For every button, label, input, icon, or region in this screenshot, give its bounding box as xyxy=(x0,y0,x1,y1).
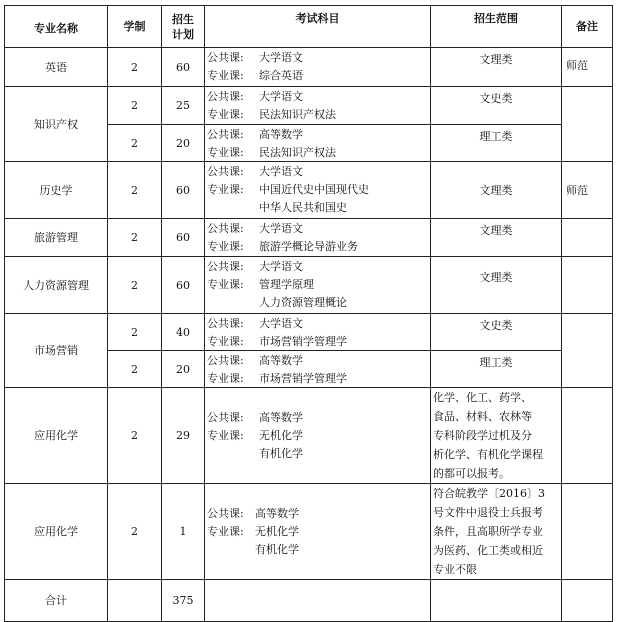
scope-cell: 理工类 xyxy=(431,125,562,162)
exam-cell: 公共课: 高等数学 专业课: 无机化学 有机化学 xyxy=(205,484,431,580)
major-name: 旅游管理 xyxy=(5,219,108,257)
header-row xyxy=(5,6,613,48)
scope-line: 为医药、化工类或相近 xyxy=(433,544,543,557)
note-cell xyxy=(562,257,613,314)
exam-cell: 公共课: 高等数学 专业课: 市场营销学管理学 xyxy=(205,351,431,388)
table-row xyxy=(5,48,613,87)
scope-cell: 文理类 xyxy=(431,48,562,87)
table-row xyxy=(5,87,613,125)
scope-line: 化学、化工、药学、 xyxy=(433,391,532,404)
total-label: 合计 xyxy=(5,580,108,622)
plan-cell: 60 xyxy=(162,257,205,314)
enrollment-table xyxy=(4,5,613,622)
table-row xyxy=(5,314,613,351)
scope-line: 专业不限 xyxy=(433,563,477,576)
major-name: 历史学 xyxy=(5,162,108,219)
scope-cell: 理工类 xyxy=(431,351,562,388)
scope-line: 析化学、有机化学课程 xyxy=(433,448,543,461)
plan-cell: 20 xyxy=(162,125,205,162)
note-cell: 师范 xyxy=(562,48,613,87)
exam-cell: 公共课: 大学语文 专业课: 旅游学概论导游业务 xyxy=(205,219,431,257)
major-name: 应用化学 xyxy=(5,388,108,484)
scope-line: 号文件中退役士兵报考 xyxy=(433,506,543,519)
duration-cell: 2 xyxy=(108,351,162,388)
table-row xyxy=(5,257,613,314)
major-name: 人力资源管理 xyxy=(5,257,108,314)
plan-cell: 20 xyxy=(162,351,205,388)
scope-line: 条件，且高职所学专业 xyxy=(433,525,543,538)
note-cell xyxy=(562,219,613,257)
plan-cell: 25 xyxy=(162,87,205,125)
duration-cell: 2 xyxy=(108,125,162,162)
duration-cell: 2 xyxy=(108,484,162,580)
scope-cell xyxy=(431,580,562,622)
duration-cell: 2 xyxy=(108,388,162,484)
note-cell xyxy=(562,388,613,484)
duration-cell: 2 xyxy=(108,219,162,257)
duration-cell: 2 xyxy=(108,87,162,125)
exam-cell: 公共课: 大学语文 专业课: 综合英语 xyxy=(205,48,431,87)
plan-cell: 60 xyxy=(162,219,205,257)
table-row xyxy=(5,219,613,257)
header-major: 专业名称 xyxy=(5,6,108,48)
exam-cell: 公共课: 高等数学 专业课: 无机化学 有机化学 xyxy=(205,388,431,484)
note-cell xyxy=(562,484,613,580)
header-duration: 学制 xyxy=(108,6,162,48)
scope-cell: 文理类 xyxy=(431,257,562,314)
duration-cell: 2 xyxy=(108,48,162,87)
scope-cell xyxy=(431,484,562,580)
total-row xyxy=(5,580,613,622)
exam-cell: 公共课: 高等数学 专业课: 民法知识产权法 xyxy=(205,125,431,162)
major-name: 市场营销 xyxy=(5,314,108,388)
duration-cell: 2 xyxy=(108,162,162,219)
major-name: 知识产权 xyxy=(5,87,108,162)
table-row xyxy=(5,484,613,580)
duration-cell: 2 xyxy=(108,314,162,351)
scope-cell: 文史类 xyxy=(431,87,562,125)
scope-line: 的都可以报考。 xyxy=(433,467,510,480)
note-cell xyxy=(562,314,613,388)
note-cell xyxy=(562,580,613,622)
major-name: 应用化学 xyxy=(5,484,108,580)
duration-cell xyxy=(108,580,162,622)
scope-line: 食品、材料、农林等 xyxy=(433,410,532,423)
scope-line: 符合皖教学〔2016〕3 xyxy=(433,487,545,500)
scope-cell: 文史类 xyxy=(431,314,562,351)
plan-cell: 40 xyxy=(162,314,205,351)
exam-cell: 公共课: 大学语文 专业课: 中国近代史中国现代史 中华人民共和国史 xyxy=(205,162,431,219)
table-row xyxy=(5,162,613,219)
exam-cell: 公共课: 大学语文 专业课: 管理学原理 人力资源管理概论 xyxy=(205,257,431,314)
header-exam: 考试科目 xyxy=(205,6,431,48)
table-row xyxy=(5,388,613,484)
scope-cell xyxy=(431,388,562,484)
header-plan: 招生 计划 xyxy=(162,6,205,48)
duration-cell: 2 xyxy=(108,257,162,314)
note-cell xyxy=(562,87,613,162)
exam-cell xyxy=(205,580,431,622)
plan-cell: 60 xyxy=(162,48,205,87)
scope-cell: 文理类 xyxy=(431,219,562,257)
header-scope: 招生范围 xyxy=(431,6,562,48)
exam-cell: 公共课: 大学语文 专业课: 市场营销学管理学 xyxy=(205,314,431,351)
exam-cell: 公共课: 大学语文 专业课: 民法知识产权法 xyxy=(205,87,431,125)
scope-line: 专科阶段学过机及分 xyxy=(433,429,532,442)
total-plan: 375 xyxy=(162,580,205,622)
note-cell: 师范 xyxy=(562,162,613,219)
plan-cell: 1 xyxy=(162,484,205,580)
plan-cell: 29 xyxy=(162,388,205,484)
scope-cell: 文理类 xyxy=(431,162,562,219)
major-name: 英语 xyxy=(5,48,108,87)
header-note: 备注 xyxy=(562,6,613,48)
plan-cell: 60 xyxy=(162,162,205,219)
